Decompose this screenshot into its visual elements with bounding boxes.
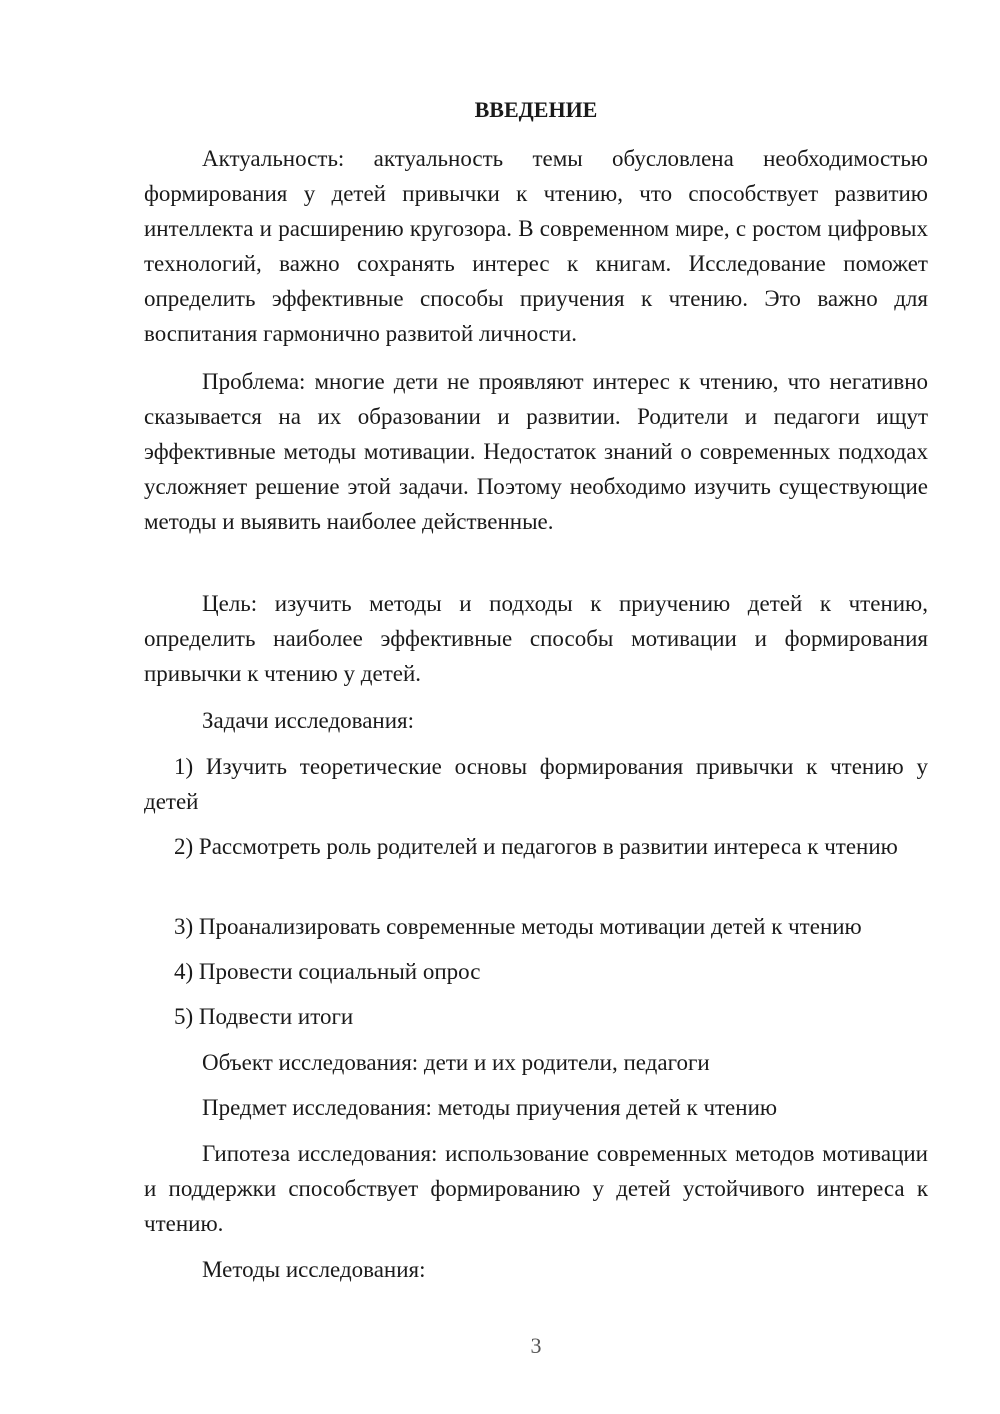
- methods-title: Методы исследования:: [202, 1257, 426, 1282]
- task-item-4: 4) Провести социальный опрос: [174, 959, 481, 984]
- tasks-title: Задачи исследования:: [202, 708, 415, 733]
- section-heading: ВВЕДЕНИЕ: [474, 97, 598, 122]
- relevance-paragraph: Актуальность: актуальность темы обусловлена необходимостью формирования у детей привычки к чтению, что способствует развитию интеллекта и расширению кругозора. В современном мире, с ростом цифровых технологий, важно сохранять интерес к книгам. Исследование поможет определить эффективные способы приучения к чтению. Это важно для воспитания гармонично развитой личности.: [144, 146, 928, 346]
- task-item-3: 3) Проанализировать современные методы мотивации детей к чтению: [174, 914, 862, 939]
- problem-paragraph: Проблема: многие дети не проявляют интерес к чтению, что негативно сказывается на их образовании и развитии. Родители и педагоги ищут эффективные методы мотивации. Недостаток знаний о современных подходах усложняет решение этой задачи. Поэтому необходимо изучить существующие методы и выявить наиболее действенные.: [144, 369, 928, 534]
- hypothesis-paragraph: Гипотеза исследования: использование современных методов мотивации и поддержки способствует формированию у детей устойчивого интереса к чтению.: [144, 1141, 928, 1236]
- task-item-1: 1) Изучить теоретические основы формирования привычки к чтению у детей: [144, 754, 928, 814]
- object-paragraph: Объект исследования: дети и их родители, педагоги: [202, 1050, 710, 1075]
- task-item-2: 2) Рассмотреть роль родителей и педагогов в развитии интереса к чтению: [174, 834, 898, 859]
- page-number: 3: [530, 1333, 542, 1358]
- subject-paragraph: Предмет исследования: методы приучения детей к чтению: [202, 1095, 778, 1120]
- goal-paragraph: Цель: изучить методы и подходы к приучению детей к чтению, определить наиболее эффективные способы мотивации и формирования привычки к чтению у детей.: [144, 591, 928, 686]
- task-item-5: 5) Подвести итоги: [174, 1004, 354, 1029]
